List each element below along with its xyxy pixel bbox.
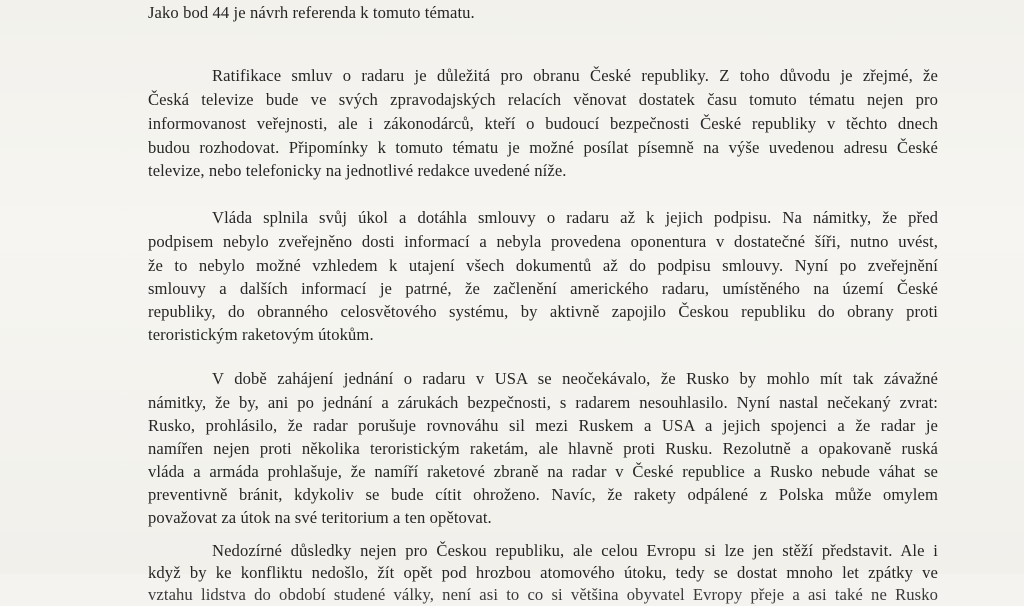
- paragraph-2-line-3: informovanost veřejnosti, ale i zákonodárců, kteří o budoucí bezpečnosti České republiky v těchto dnech: [148, 114, 938, 133]
- paragraph-5-line-3: vztahu lidstva do období studené války, není asi to co si většina obyvatel Evropy přeje a asi také ne Rusko: [148, 585, 938, 604]
- paragraph-3-line-5: republiky, do obranného celosvětového systému, by aktivně zapojilo Českou republiku do obrany proti: [148, 302, 938, 321]
- paragraph-1-line-1: Jako bod 44 je návrh referenda k tomuto tématu.: [148, 3, 475, 22]
- paragraph-4-line-6: preventivně bránit, kdykoliv se bude cítit ohroženo. Navíc, že rakety odpálené z Polska může omylem: [148, 485, 938, 504]
- paragraph-4-line-5: vláda a armáda prohlašuje, že namíří raketové zbraně na radar v České republice a Rusko nebude váhat se: [148, 462, 938, 481]
- paragraph-5-line-2: když by ke konfliktu nedošlo, žít opět pod hrozbou atomového útoku, tedy se dostat mnoho let zpátky ve: [148, 563, 938, 582]
- paragraph-4-line-1: V době zahájení jednání o radaru v USA se neočekávalo, že Rusko by mohlo mít tak závažné: [212, 369, 938, 388]
- paragraph-4-line-3: Rusko, prohlásilo, že radar porušuje rovnováhu sil mezi Ruskem a USA a jejich spojenci a že radar je: [148, 416, 938, 435]
- paragraph-3-line-3: že to nebylo možné vzhledem k utajení všech dokumentů až do podpisu smlouvy. Nyní po zveřejnění: [148, 256, 938, 275]
- paragraph-2-line-5: televize, nebo telefonicky na jednotlivé redakce uvedené níže.: [148, 161, 567, 180]
- paragraph-2-line-1: Ratifikace smluv o radaru je důležitá pro obranu České republiky. Z toho důvodu je zřejmé, že: [212, 66, 938, 85]
- paragraph-4-line-4: namířen nejen proti několika teroristickým raketám, ale hlavně proti Rusku. Rezolutně a opakovaně ruská: [148, 439, 938, 458]
- paragraph-4-line-7: považovat za útok na své teritorium a ten opětovat.: [148, 508, 492, 527]
- paragraph-3-line-2: podpisem nebylo zveřejněno dosti informací a nebyla provedena oponentura v dostatečné šíři, nutno uvést,: [148, 232, 938, 251]
- paragraph-3-line-4: smlouvy a dalších informací je patrné, že začlenění amerického radaru, umístěného na území České: [148, 279, 938, 298]
- paragraph-5-line-1: Nedozírné důsledky nejen pro Českou republiku, ale celou Evropu si lze jen stěží představit. Ale i: [212, 541, 938, 560]
- paragraph-3-line-6: teroristickým raketovým útokům.: [148, 325, 374, 344]
- paragraph-4-line-2: námitky, že by, ani po jednání a zárukách bezpečnosti, s radarem nesouhlasilo. Nyní nastal nečekaný zvrat:: [148, 393, 938, 412]
- paragraph-2-line-4: budou rozhodovat. Připomínky k tomuto tématu je možné posílat písemně na výše uvedenou adresu České: [148, 138, 938, 157]
- paragraph-3-line-1: Vláda splnila svůj úkol a dotáhla smlouvy o radaru až k jejich podpisu. Na námitky, že před: [212, 208, 938, 227]
- paragraph-2-line-2: Česká televize bude ve svých zpravodajských relacích věnovat dostatek času tomuto tématu nejen pro: [148, 90, 938, 109]
